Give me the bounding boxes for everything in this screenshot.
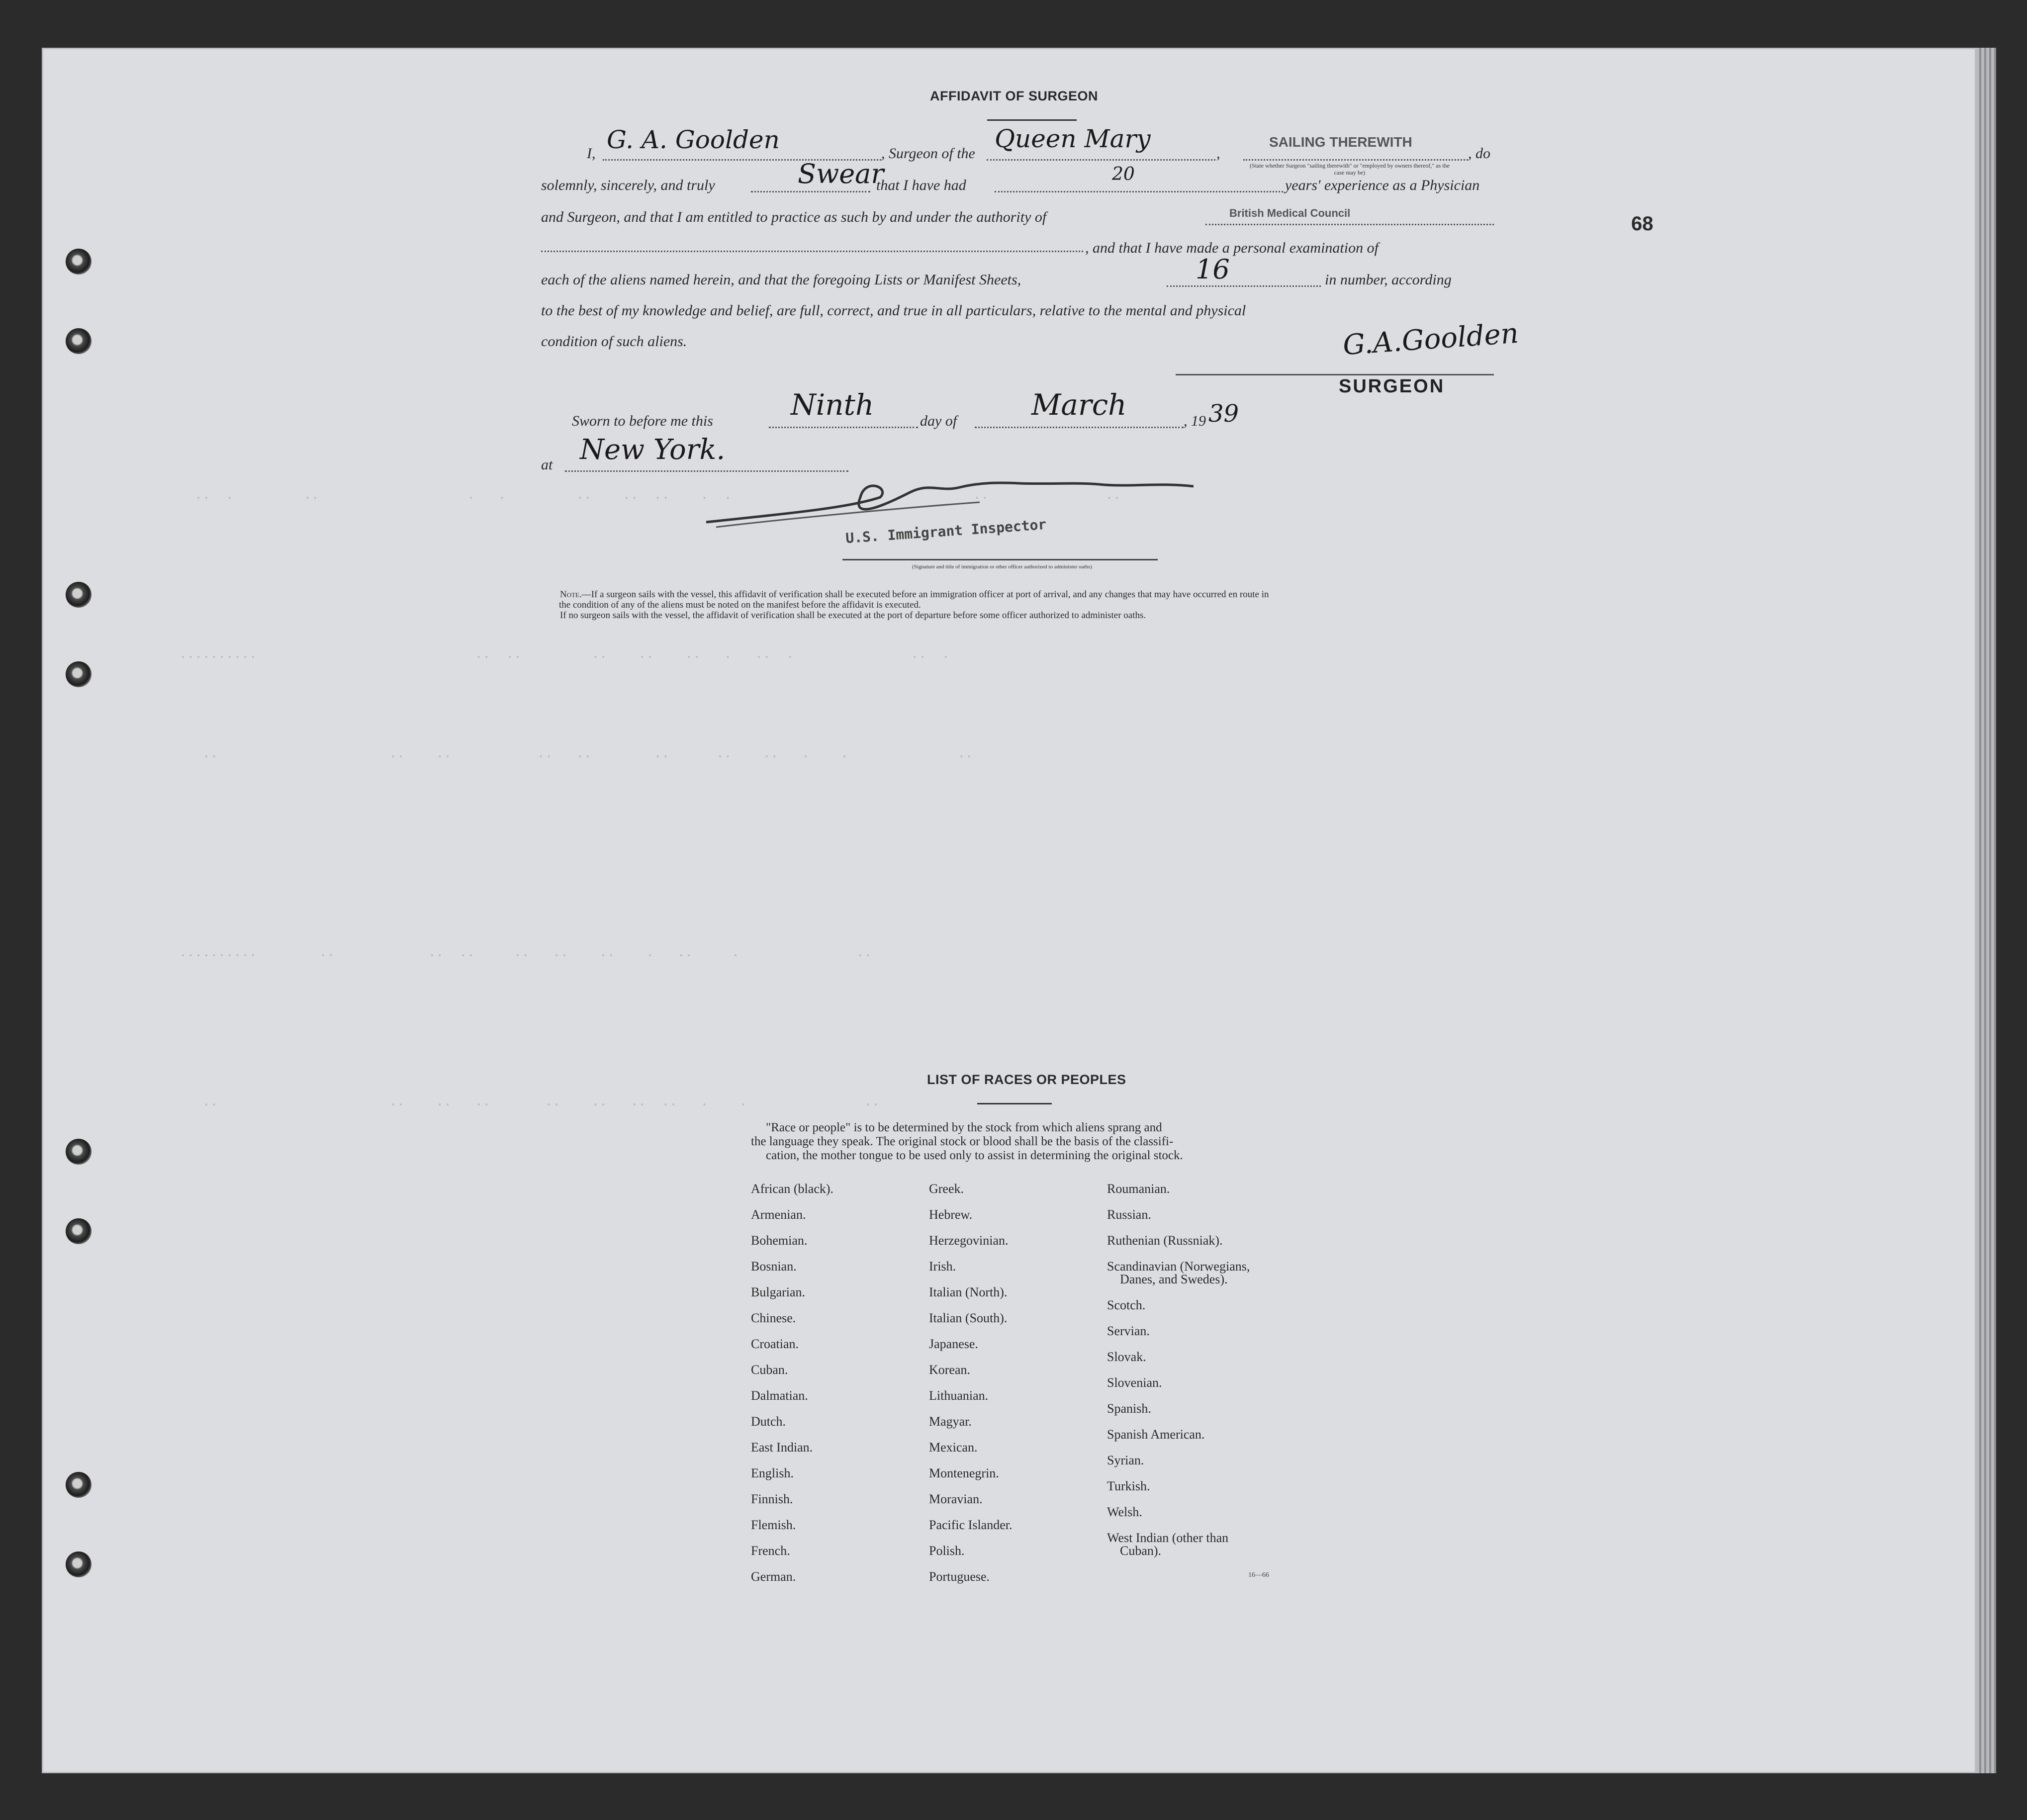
race-item: Spanish American. xyxy=(1107,1427,1205,1442)
race-item: Greek. xyxy=(929,1182,964,1196)
authority-stamp: British Medical Council xyxy=(1229,207,1351,219)
race-item: Scotch. xyxy=(1107,1298,1146,1312)
race-item: Chinese. xyxy=(751,1311,796,1325)
race-item: Italian (North). xyxy=(929,1285,1008,1299)
inspector-signature-line xyxy=(842,559,1158,560)
sworn-prefix: Sworn to before me this xyxy=(572,413,713,429)
line2-prefix: solemnly, sincerely, and truly xyxy=(541,177,715,193)
oath-handwritten: Swear xyxy=(798,158,884,189)
comma: , xyxy=(1216,145,1220,162)
race-item: Italian (South). xyxy=(929,1311,1008,1325)
race-item: Korean. xyxy=(929,1363,971,1377)
races-intro-line2: the language they speak. The original stock or blood shall be the basis of the classifi- xyxy=(751,1135,1174,1148)
race-item: West Indian (other than xyxy=(1107,1531,1229,1545)
years-handwritten: 20 xyxy=(1112,164,1135,184)
bleed-through-texture: .. . .. . . .. .. .. . . .. .. xyxy=(179,487,1121,502)
title-underline xyxy=(987,119,1077,121)
race-item: Roumanian. xyxy=(1107,1182,1170,1196)
sworn-year-handwritten: 39 xyxy=(1208,400,1239,428)
binder-hole-icon xyxy=(66,582,92,608)
sworn-year-prefix: , 19 xyxy=(1184,413,1206,429)
race-item: Mexican. xyxy=(929,1440,978,1455)
years-field xyxy=(995,172,1283,192)
line2-suffix: years' experience as a Physician xyxy=(1285,177,1480,193)
line3-text: and Surgeon, and that I am entitled to practice as such by and under the authority of xyxy=(541,209,1047,225)
sailing-therewith-stamp: SAILING THEREWITH xyxy=(1269,134,1412,150)
surgeon-signature: G.A.Goolden xyxy=(1342,317,1520,362)
races-column-2 xyxy=(929,1183,1098,1596)
race-item: Bosnian. xyxy=(751,1259,797,1274)
line2-mid: that I have had xyxy=(876,177,966,193)
affidavit-title: AFFIDAVIT OF SURGEON xyxy=(930,89,1098,103)
races-intro-line3: cation, the mother tongue to be used only to assist in determining the original stock. xyxy=(766,1149,1183,1162)
race-item: French. xyxy=(751,1544,790,1558)
state-whether-note: (State whether Surgeon "sailing therewith" or "employed by owners thereof," as the case may be) xyxy=(1250,162,1450,176)
i-prefix: I, xyxy=(587,145,596,162)
line5-suffix: in number, according xyxy=(1325,272,1452,288)
race-item: Syrian. xyxy=(1107,1453,1144,1467)
note-lead: Note.— xyxy=(560,589,591,600)
bleed-through-texture: .. .. .. .. .. .. .. .. . . .. xyxy=(179,1094,880,1109)
race-item: Scandinavian (Norwegians, xyxy=(1107,1259,1250,1274)
note-line1: If a surgeon sails with the vessel, this affidavit of verification shall be executed before an immigration officer at port of arrival, and any changes that may have occurred en route in xyxy=(591,589,1269,600)
race-item: Cuban. xyxy=(751,1363,788,1377)
inspector-signature-caption: (Signature and title of immigration or other officer authorized to administer oaths) xyxy=(912,564,1092,570)
race-item: Pacific Islander. xyxy=(929,1518,1013,1532)
bleed-through-texture: .. .. .. .. .. .. .. .. . . .. xyxy=(179,746,973,761)
binder-hole-icon xyxy=(66,1139,92,1165)
race-item: Bohemian. xyxy=(751,1233,808,1248)
races-column-1 xyxy=(751,1183,920,1596)
race-item: Slovak. xyxy=(1107,1350,1146,1364)
race-item: German. xyxy=(751,1569,796,1584)
binder-hole-icon xyxy=(66,328,92,354)
surgeon-signature-line xyxy=(1176,359,1494,375)
race-item: Japanese. xyxy=(929,1337,978,1351)
races-title: LIST OF RACES OR PEOPLES xyxy=(927,1072,1126,1087)
race-item: Lithuanian. xyxy=(929,1388,989,1403)
binder-hole-icon xyxy=(66,661,92,687)
binder-hole-icon xyxy=(66,1472,92,1498)
note-line2: the condition of any of the aliens must be noted on the manifest before the affidavit is executed. xyxy=(559,599,921,610)
race-item: Moravian. xyxy=(929,1492,983,1506)
race-item: Welsh. xyxy=(1107,1505,1142,1519)
bleed-through-texture: .......... .. .. .. .. .. .. . .. . .. xyxy=(179,945,872,960)
race-item: Dutch. xyxy=(751,1414,786,1429)
race-item: English. xyxy=(751,1466,794,1480)
sheets-field xyxy=(1167,267,1321,287)
race-item: Herzegovinian. xyxy=(929,1233,1009,1248)
line6-text: to the best of my knowledge and belief, are full, correct, and true in all particulars, relative to the mental and physical xyxy=(541,302,1246,319)
inspector-stamp: U.S. Immigrant Inspector xyxy=(845,516,1047,547)
sworn-place-handwritten: New York. xyxy=(580,434,726,466)
surgeon-name-handwritten: G. A. Goolden xyxy=(607,125,780,154)
sworn-day-handwritten: Ninth xyxy=(791,388,874,422)
race-item: Ruthenian (Russniak). xyxy=(1107,1233,1223,1248)
races-intro xyxy=(751,1121,1288,1163)
races-title-underline xyxy=(977,1103,1052,1104)
race-item: Cuban). xyxy=(1120,1544,1162,1558)
races-intro-line1: "Race or people" is to be determined by the stock from which aliens sprang and xyxy=(766,1121,1162,1134)
sworn-month-handwritten: March xyxy=(1031,388,1127,422)
do-label: , do xyxy=(1468,145,1490,162)
ship-handwritten: Queen Mary xyxy=(995,124,1151,153)
bleed-through-texture: .......... .. .. .. .. .. . .. . .. . xyxy=(179,646,950,661)
race-item: East Indian. xyxy=(751,1440,813,1455)
race-item: Danes, and Swedes). xyxy=(1120,1272,1228,1286)
race-item: Magyar. xyxy=(929,1414,972,1429)
races-column-3 xyxy=(1107,1183,1306,1570)
race-item: Finnish. xyxy=(751,1492,793,1506)
race-item: Montenegrin. xyxy=(929,1466,999,1480)
line7-text: condition of such aliens. xyxy=(541,333,687,350)
sworn-at-label: at xyxy=(541,456,553,473)
affidavit-note xyxy=(560,590,1495,621)
race-item: Bulgarian. xyxy=(751,1285,806,1299)
race-item: Croatian. xyxy=(751,1337,799,1351)
binder-hole-icon xyxy=(66,249,92,274)
binder-hole-icon xyxy=(66,1551,92,1577)
race-item: African (black). xyxy=(751,1182,834,1196)
page-stack-edge xyxy=(1976,48,1996,1773)
race-item: Turkish. xyxy=(1107,1479,1150,1493)
authority-field-continued xyxy=(541,236,1083,252)
race-item: Dalmatian. xyxy=(751,1388,808,1403)
surgeon-of-label: , Surgeon of the xyxy=(881,145,975,162)
surgeon-label-stamp: SURGEON xyxy=(1339,376,1445,397)
note-line3: If no surgeon sails with the vessel, the affidavit of verification shall be executed at the port of departure before some officer authorized to administer oaths. xyxy=(560,610,1146,621)
race-item: Slovenian. xyxy=(1107,1375,1162,1390)
binder-hole-icon xyxy=(66,1218,92,1244)
line4-suffix: , and that I have made a personal examination of xyxy=(1085,240,1379,256)
line5-prefix: each of the aliens named herein, and that the foregoing Lists or Manifest Sheets, xyxy=(541,272,1021,288)
race-item: Portuguese. xyxy=(929,1569,990,1584)
race-item: Spanish. xyxy=(1107,1401,1151,1416)
sworn-day-of-label: day of xyxy=(920,413,957,429)
race-item: Russian. xyxy=(1107,1207,1151,1222)
sheets-handwritten: 16 xyxy=(1196,254,1230,285)
race-item: Hebrew. xyxy=(929,1207,973,1222)
race-item: Servian. xyxy=(1107,1324,1150,1338)
race-item: Armenian. xyxy=(751,1207,806,1222)
race-item: Flemish. xyxy=(751,1518,796,1532)
sheet-number: 68 xyxy=(1631,213,1654,235)
race-item: Irish. xyxy=(929,1259,956,1274)
form-mark: 16—66 xyxy=(1248,1571,1269,1579)
race-item: Polish. xyxy=(929,1544,965,1558)
